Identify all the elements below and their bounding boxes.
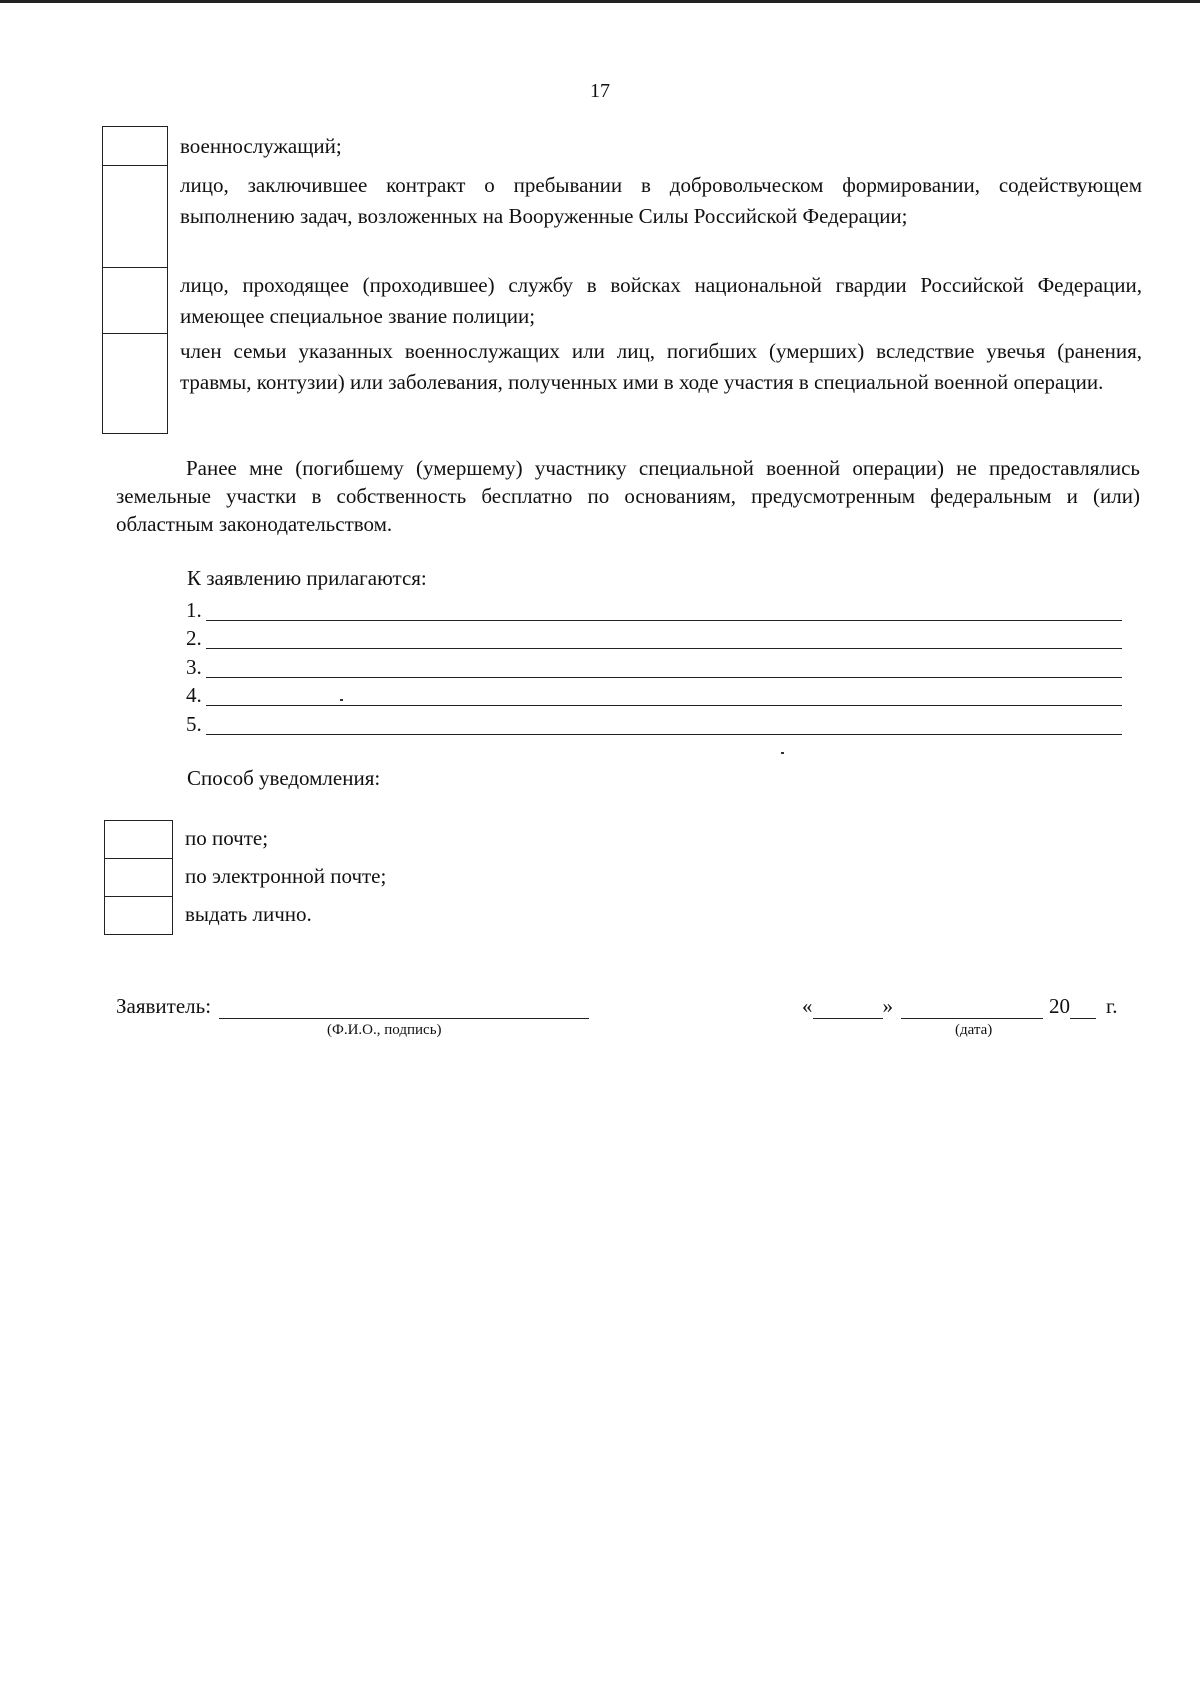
status-option-row [103,127,1143,166]
attachment-number: 2. [186,626,202,650]
attachment-item [186,680,1122,709]
notification-checkbox-post[interactable] [105,821,173,859]
attachments-title: К заявлению прилагаются: [187,566,427,590]
attachment-blank-line[interactable] [206,655,1122,678]
applicant-label: Заявитель: [116,994,212,1018]
notification-option-label: по электронной почте; [173,859,485,897]
signature-blank-line[interactable] [219,996,589,1019]
status-option-label: лицо, заключившее контракт о пребывании в добровольческом формировании, содействующем выполнению задач, возложенных на Вооруженные Силы Российской Федерации; [168,166,1143,268]
notification-option-row [105,821,485,859]
date-block [802,994,1118,1019]
date-open-quote: « [802,994,813,1018]
notification-options-table [104,820,484,935]
scan-speck [340,699,343,701]
notification-checkbox-email[interactable] [105,859,173,897]
notification-option-label: по почте; [173,821,485,859]
status-checkbox-national-guard[interactable] [103,268,168,334]
attachment-item [186,594,1122,623]
date-caption: (дата) [955,1022,993,1038]
page-number: 17 [590,80,610,102]
applicant-signature-block [116,994,589,1019]
signature-caption: (Ф.И.О., подпись) [327,1022,442,1038]
year-blank[interactable] [1070,996,1096,1019]
status-option-row [103,268,1143,334]
attachment-blank-line[interactable] [206,683,1122,706]
notification-checkbox-in-person[interactable] [105,897,173,935]
previous-land-statement: Ранее мне (погибшему (умершему) участнику специальной военной операции) не предоставлялись земельные участки в собственность бесплатно по основаниям, предусмотренным федеральным и (или) областным законодательством. [116,456,1140,536]
attachment-number: 5. [186,711,202,736]
notification-title: Способ уведомления: [187,766,381,790]
status-option-label: военнослужащий; [168,127,1143,166]
attachment-item [186,708,1122,737]
top-border-rule [0,0,1200,3]
attachment-item [186,623,1122,652]
status-option-row [103,334,1143,434]
scan-speck [781,752,784,754]
attachment-item [186,651,1122,680]
date-close-quote: » [882,994,893,1018]
attachment-blank-line[interactable] [206,598,1122,621]
attachment-blank-line[interactable] [206,712,1122,735]
status-options-table [102,126,1142,434]
day-blank[interactable] [813,996,883,1019]
status-checkbox-family-member[interactable] [103,334,168,434]
attachment-number: 3. [186,654,202,679]
status-checkbox-military[interactable] [103,127,168,166]
attachment-number: 1. [186,597,202,622]
status-option-row [103,166,1143,268]
status-option-label: член семьи указанных военнослужащих или лиц, погибших (умерших) вследствие увечья (ранения, травмы, контузии) или заболевания, полученных ими в ходе участия в специальной военной операции. [168,334,1143,434]
attachment-blank-line[interactable] [206,626,1122,649]
notification-option-row [105,897,485,935]
month-blank[interactable] [901,996,1043,1019]
status-checkbox-volunteer[interactable] [103,166,168,268]
year-suffix: г. [1106,994,1118,1018]
attachment-number: 4. [186,683,202,707]
status-option-label: лицо, проходящее (проходившее) службу в войсках национальной гвардии Российской Федерации, имеющее специальное звание полиции; [168,268,1143,334]
attachments-list [186,594,1122,737]
notification-option-row [105,859,485,897]
notification-option-label: выдать лично. [173,897,485,935]
year-prefix: 20 [1049,994,1070,1018]
